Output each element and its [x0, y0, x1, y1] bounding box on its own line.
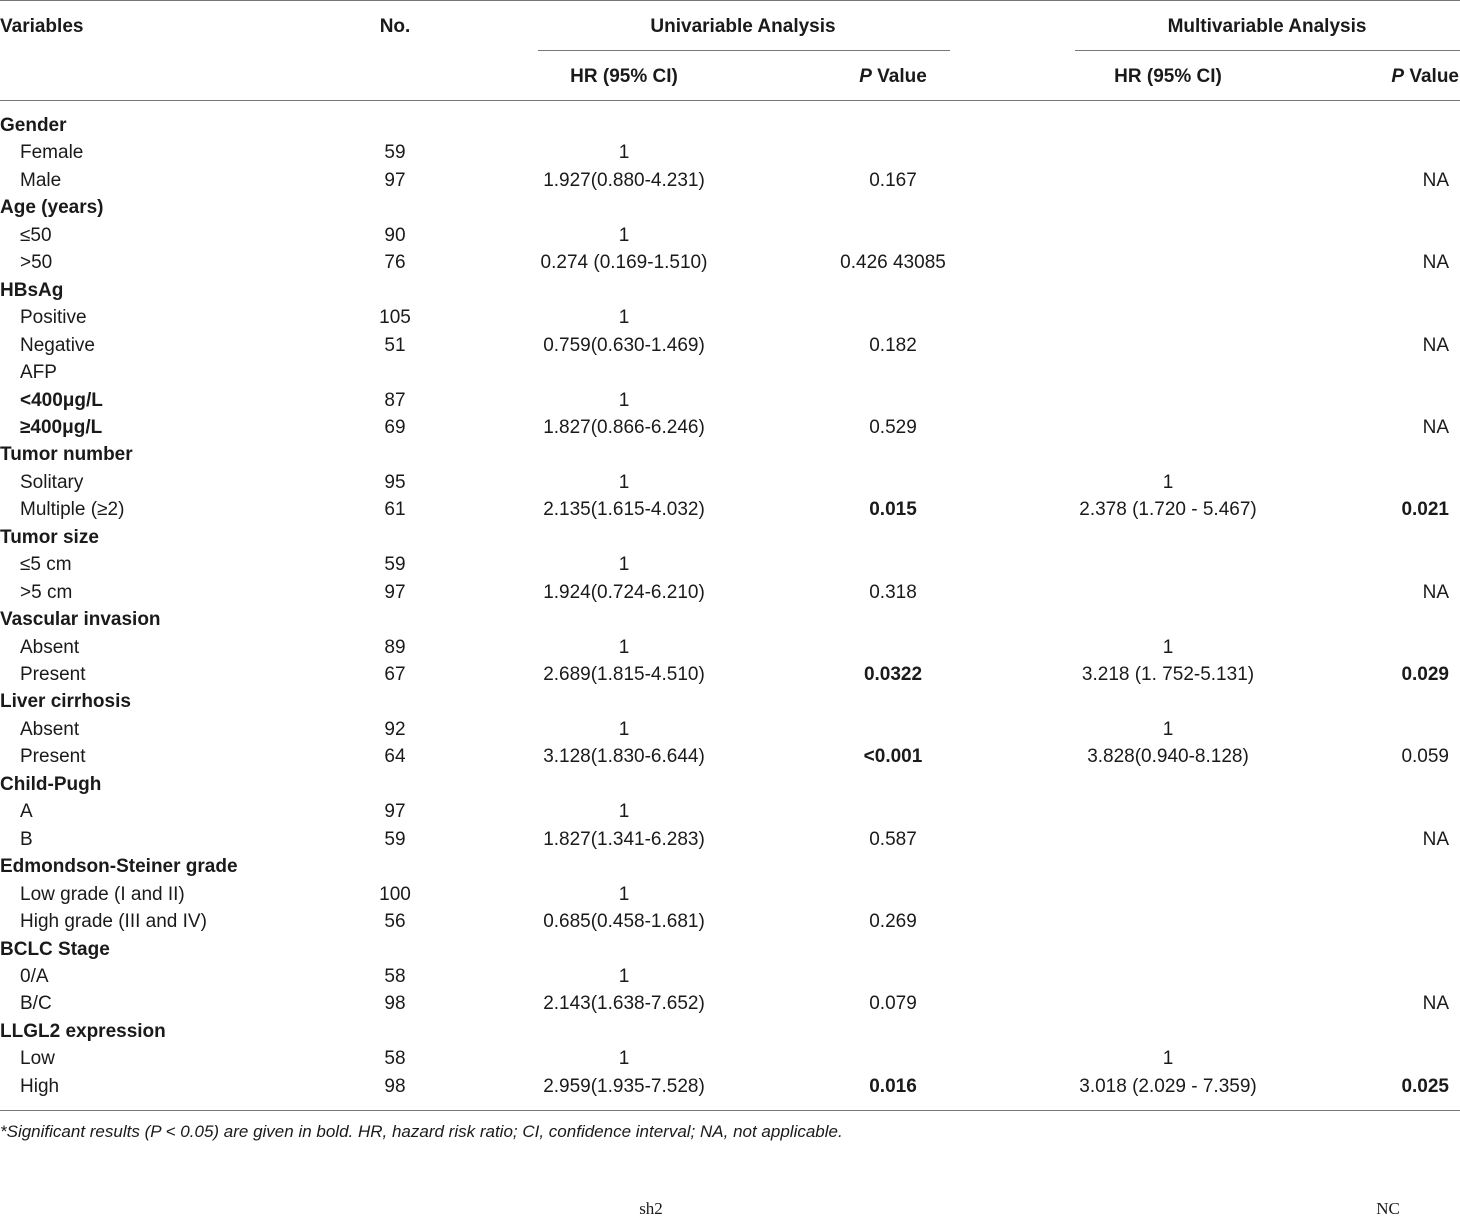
multi-p-cell: NA [1422, 252, 1449, 273]
count-cell: 64 [384, 746, 406, 767]
group-label: BCLC Stage [0, 939, 110, 960]
uni-p-cell: 0.587 [869, 829, 917, 850]
multi-hr-cell: 1 [1162, 637, 1174, 658]
uni-p-cell: 0.079 [869, 993, 917, 1014]
multivariable-rule [1075, 50, 1460, 51]
uni-p-cell: 0.167 [869, 170, 917, 191]
multi-p-cell: NA [1422, 582, 1449, 603]
row-label: Multiple (≥2) [20, 499, 125, 520]
row-label: High [20, 1076, 60, 1097]
row-label: Absent [20, 637, 80, 658]
count-cell: 95 [384, 472, 406, 493]
row-label: Negative [20, 335, 95, 356]
header-multi-p [1391, 64, 1459, 90]
count-cell: 58 [384, 966, 406, 987]
uni-hr-cell: 1 [618, 801, 630, 822]
row-label: ≤50 [20, 225, 52, 246]
page-footer-right: NC [1376, 1199, 1400, 1218]
uni-hr-cell: 1 [618, 142, 630, 163]
uni-hr-cell: 1 [618, 472, 630, 493]
uni-hr-cell: 1 [618, 390, 630, 411]
group-label: Age (years) [0, 197, 104, 218]
group-label: Gender [0, 115, 67, 136]
count-cell: 69 [384, 417, 406, 438]
uni-hr-cell: 0.685(0.458-1.681) [543, 911, 705, 932]
count-cell: 59 [384, 829, 406, 850]
multi-p-cell: 0.059 [1401, 746, 1449, 767]
multi-p-cell: NA [1422, 170, 1449, 191]
multi-p-cell: 0.021 [1401, 499, 1449, 520]
row-label: High grade (III and IV) [20, 911, 207, 932]
row-label: >50 [20, 252, 53, 273]
row-label: 0/A [20, 966, 49, 987]
count-cell: 97 [384, 170, 406, 191]
multi-hr-cell: 1 [1162, 719, 1174, 740]
uni-p-cell: 0.182 [869, 335, 917, 356]
uni-p-cell: 0.0322 [863, 664, 923, 685]
row-label: Solitary [20, 472, 84, 493]
uni-hr-cell: 1 [618, 1048, 630, 1069]
group-label: Tumor number [0, 444, 133, 465]
multi-hr-cell: 1 [1162, 472, 1174, 493]
uni-p-cell: <0.001 [863, 746, 923, 767]
count-cell: 92 [384, 719, 406, 740]
count-cell: 56 [384, 911, 406, 932]
count-cell: 89 [384, 637, 406, 658]
uni-hr-cell: 2.689(1.815-4.510) [543, 664, 705, 685]
table-bottom-rule [0, 1110, 1460, 1111]
header-uni-hr: HR (95% CI) [570, 66, 678, 87]
count-cell: 97 [384, 582, 406, 603]
uni-hr-cell: 1 [618, 966, 630, 987]
uni-hr-cell: 3.128(1.830-6.644) [543, 746, 705, 767]
uni-hr-cell: 1 [618, 307, 630, 328]
row-label: Absent [20, 719, 80, 740]
header-multivariable: Multivariable Analysis [1167, 16, 1367, 37]
header-p-italic: P [1391, 66, 1405, 87]
count-cell: 100 [379, 884, 411, 905]
multi-hr-cell: 2.378 (1.720 - 5.467) [1079, 499, 1257, 520]
uni-p-cell: 0.529 [869, 417, 917, 438]
uni-hr-cell: 2.143(1.638-7.652) [543, 993, 705, 1014]
uni-hr-cell: 1.924(0.724-6.210) [543, 582, 705, 603]
uni-hr-cell: 1 [618, 637, 630, 658]
uni-hr-cell: 0.274 (0.169-1.510) [540, 252, 708, 273]
row-label: ≥400μg/L [20, 417, 103, 438]
count-cell: 76 [384, 252, 406, 273]
multi-hr-cell: 3.218 (1. 752-5.131) [1081, 664, 1255, 685]
row-label: Low grade (I and II) [20, 884, 185, 905]
uni-p-cell: 0.426 43085 [840, 252, 946, 273]
header-no: No. [379, 16, 411, 37]
count-cell: 87 [384, 390, 406, 411]
univariable-rule [538, 50, 950, 51]
row-label: A [20, 801, 33, 822]
multi-hr-cell: 1 [1162, 1048, 1174, 1069]
group-label: Tumor size [0, 527, 99, 548]
header-univariable: Univariable Analysis [650, 16, 836, 37]
count-cell: 59 [384, 554, 406, 575]
count-cell: 90 [384, 225, 406, 246]
count-cell: 67 [384, 664, 406, 685]
multi-p-cell: NA [1422, 829, 1449, 850]
row-label: AFP [20, 362, 57, 383]
uni-hr-cell: 2.135(1.615-4.032) [543, 499, 705, 520]
group-label: HBsAg [0, 280, 64, 301]
multi-hr-cell: 3.828(0.940-8.128) [1087, 746, 1249, 767]
row-label: B/C [20, 993, 52, 1014]
count-cell: 98 [384, 993, 406, 1014]
count-cell: 105 [379, 307, 411, 328]
multi-hr-cell: 3.018 (2.029 - 7.359) [1079, 1076, 1257, 1097]
row-label: B [20, 829, 33, 850]
row-label: ≤5 cm [20, 554, 72, 575]
row-label: Female [20, 142, 84, 163]
row-label: <400μg/L [20, 390, 103, 411]
uni-hr-cell: 1 [618, 884, 630, 905]
row-label: Male [20, 170, 62, 191]
count-cell: 98 [384, 1076, 406, 1097]
count-cell: 61 [384, 499, 406, 520]
multi-p-cell: NA [1422, 993, 1449, 1014]
uni-hr-cell: 1 [618, 225, 630, 246]
row-label: >5 cm [20, 582, 73, 603]
header-variables: Variables [0, 16, 84, 37]
uni-p-cell: 0.015 [869, 499, 917, 520]
uni-hr-cell: 1 [618, 554, 630, 575]
header-p-italic: P [859, 66, 872, 87]
multi-p-cell: 0.029 [1401, 664, 1449, 685]
page-footer-center: sh2 [639, 1199, 663, 1218]
uni-p-cell: 0.318 [869, 582, 917, 603]
multi-p-cell: 0.025 [1401, 1076, 1449, 1097]
group-label: Child-Pugh [0, 774, 102, 795]
uni-hr-cell: 1.827(0.866-6.246) [543, 417, 705, 438]
uni-hr-cell: 1.827(1.341-6.283) [543, 829, 705, 850]
row-label: Low [20, 1048, 55, 1069]
uni-hr-cell: 1.927(0.880-4.231) [543, 170, 705, 191]
count-cell: 59 [384, 142, 406, 163]
header-uni-p [859, 64, 927, 90]
multi-p-cell: NA [1422, 335, 1449, 356]
group-label: Vascular invasion [0, 609, 161, 630]
group-label: LLGL2 expression [0, 1021, 166, 1042]
header-bottom-rule [0, 100, 1460, 101]
header-multi-hr: HR (95% CI) [1114, 66, 1222, 87]
uni-p-cell: 0.269 [869, 911, 917, 932]
count-cell: 97 [384, 801, 406, 822]
header-p-value: Value [871, 66, 927, 87]
count-cell: 58 [384, 1048, 406, 1069]
row-label: Present [20, 664, 86, 685]
uni-hr-cell: 2.959(1.935-7.528) [543, 1076, 705, 1097]
uni-hr-cell: 1 [618, 719, 630, 740]
top-rule [0, 0, 1460, 1]
group-label: Edmondson-Steiner grade [0, 856, 238, 877]
group-label: Liver cirrhosis [0, 691, 131, 712]
uni-p-cell: 0.016 [869, 1076, 917, 1097]
table-footnote: *Significant results (P < 0.05) are given in bold. HR, hazard risk ratio; CI, confidence interval; NA, not applicable. [0, 1122, 843, 1141]
row-label: Positive [20, 307, 87, 328]
row-label: Present [20, 746, 86, 767]
multi-p-cell: NA [1422, 417, 1449, 438]
header-p-value: Value [1404, 66, 1459, 87]
uni-hr-cell: 0.759(0.630-1.469) [543, 335, 705, 356]
count-cell: 51 [384, 335, 406, 356]
